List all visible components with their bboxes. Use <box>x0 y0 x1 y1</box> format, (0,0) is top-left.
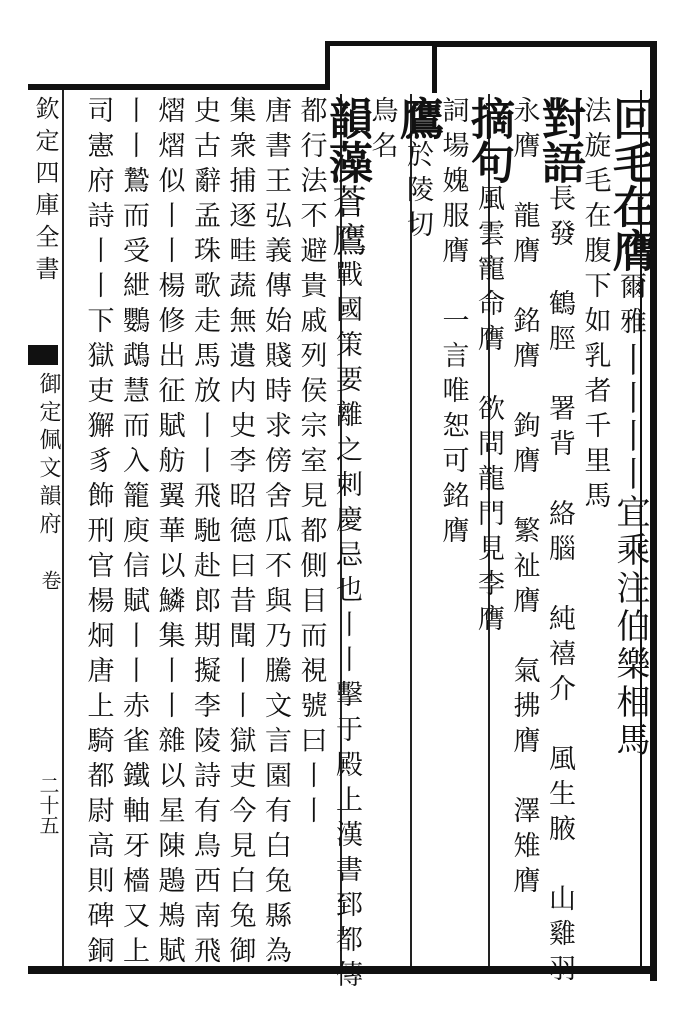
annotation-text: 丨丨鷙而受紲鸚鵡慧而入籠庾信賦丨丨赤雀鐵軸牙檣又上 <box>118 96 149 971</box>
annotation-text: 史古辭孟珠歌走馬放丨丨飛馳赴郎期擬李陵詩有鳥西南飛 <box>189 96 220 971</box>
text-column <box>255 96 295 971</box>
text-column <box>184 96 224 971</box>
text-column <box>433 96 473 551</box>
text-column <box>463 96 514 639</box>
entry-heading: 韻藻 <box>321 96 372 184</box>
fishtail-mark <box>28 345 58 365</box>
text-column <box>392 96 443 245</box>
body-text: 丨丨丨丨宜乘注伯樂相馬 <box>610 342 650 760</box>
annotation-text: 司憲府詩丨丨下獄吏獬豸飾刑官楊炯唐上騎都尉高則碑銅 <box>82 96 114 971</box>
frame-border-top-right <box>436 41 656 47</box>
text-column <box>78 96 118 971</box>
margin-volume-mark: 卷 <box>38 570 62 596</box>
entry-heading: 摘句 <box>463 96 514 184</box>
body-text: 蒼鷹 <box>326 184 366 260</box>
text-column <box>321 96 372 995</box>
frame-notch-left <box>325 41 330 90</box>
text-column <box>220 96 260 971</box>
annotation-text: 爾雅 <box>615 272 646 342</box>
text-column <box>291 96 331 831</box>
annotation-text: 法旋毛在腹下如乳者千里馬 <box>579 96 611 516</box>
annotation-text: 長發 鶴脛 署背 絡腦 純禧介 風生腋 山雞羽 <box>544 184 575 989</box>
text-column <box>113 96 153 971</box>
annotation-text: 都行法不避貴戚列侯宗室見都側目而視號曰丨丨 <box>295 96 327 831</box>
annotation-text: 鳥名 <box>366 96 398 166</box>
annotation-text: 戰國策要離之刺慶忌也丨丨擊于殿上漢書郅都傳 <box>331 260 362 995</box>
margin-book-title: 欽定四庫全書 <box>31 96 59 288</box>
text-column <box>149 96 189 971</box>
margin-page-number: 二十五 <box>36 775 60 835</box>
entry-heading: 對語 <box>534 96 585 184</box>
annotation-text: 熠熠似丨丨楊修出征賦舫翼華以鱗集丨丨雜以星陳鶗鴂賦 <box>153 96 185 971</box>
annotation-text: 永膺 龍膺 銘膺 鉤膺 繁祉膺 氣拂膺 澤雉膺 <box>508 96 540 901</box>
annotation-text: 於陵切 <box>402 140 433 245</box>
annotation-text: 集衆捕逐畦蔬無遺内史李昭德曰昔聞丨丨獄吏今見白兔御 <box>224 96 256 971</box>
text-column <box>534 96 585 989</box>
annotation-text: 唐書王弘義傳始賤時求傍舍瓜不與乃騰文言園有白兔縣為 <box>260 96 291 971</box>
frame-notch-top <box>325 41 437 46</box>
frame-border-top-left <box>28 84 328 90</box>
frame-notch-right <box>432 41 437 93</box>
annotation-text: 風雲寵命膺 欲問龍門見李膺 <box>473 184 504 639</box>
text-column <box>605 96 656 760</box>
annotation-text: 詞場媿服膺 一言唯恕可銘膺 <box>437 96 469 551</box>
margin-sub-title: 御定佩文韻府 <box>36 372 61 540</box>
entry-heading: 回毛在膺 <box>605 96 656 272</box>
text-column <box>504 96 544 901</box>
entry-heading: 鷹 <box>392 96 443 140</box>
